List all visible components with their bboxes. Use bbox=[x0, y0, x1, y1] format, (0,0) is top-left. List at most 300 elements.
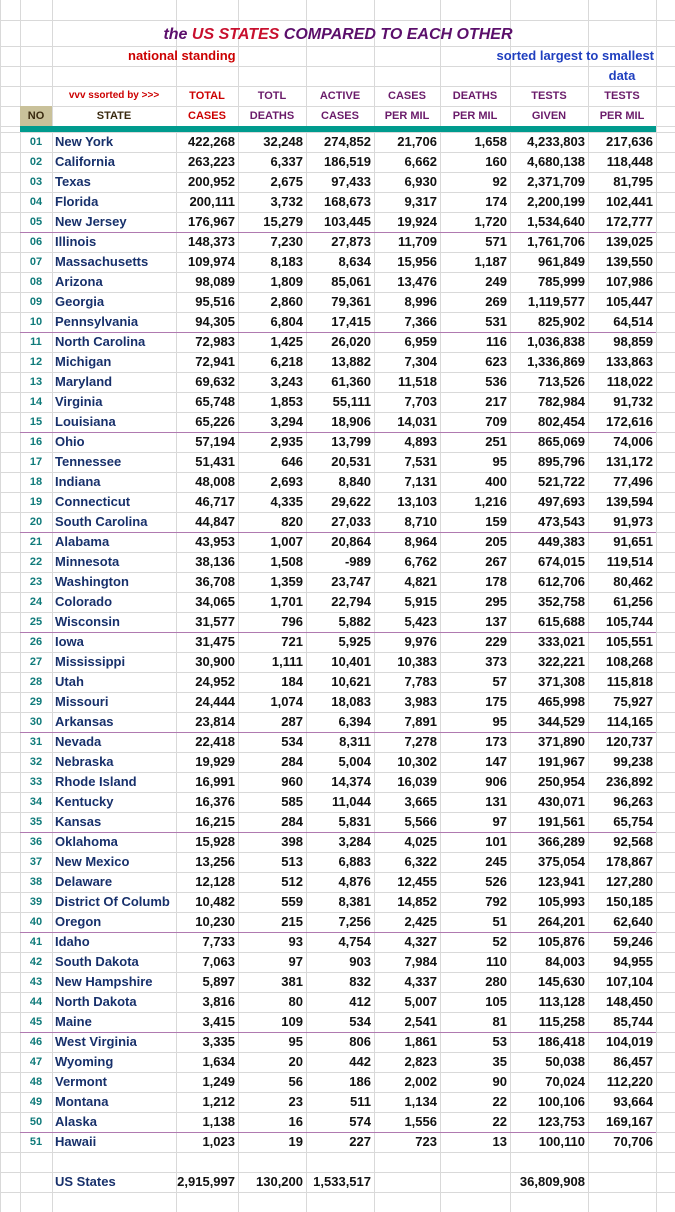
table-cell: 176,967 bbox=[188, 214, 235, 229]
table-cell: 512 bbox=[281, 874, 303, 889]
header-bottom-4: PER MIL bbox=[452, 110, 498, 122]
table-cell: 322,221 bbox=[538, 654, 585, 669]
table-cell: 10,230 bbox=[195, 914, 235, 929]
table-cell: 806 bbox=[349, 1034, 371, 1049]
table-cell: 115,258 bbox=[538, 1014, 585, 1029]
table-cell: 91,973 bbox=[613, 514, 653, 529]
row-number: 38 bbox=[29, 876, 43, 888]
table-cell: 287 bbox=[281, 714, 303, 729]
table-cell: 4,680,138 bbox=[527, 154, 585, 169]
table-cell: 84,003 bbox=[545, 954, 585, 969]
table-cell: 26,020 bbox=[331, 334, 371, 349]
table-cell: 147 bbox=[485, 754, 507, 769]
row-number: 49 bbox=[29, 1096, 43, 1108]
table-cell: 98,089 bbox=[195, 274, 235, 289]
table-cell: 93 bbox=[288, 934, 303, 949]
table-cell: 2,371,709 bbox=[527, 174, 585, 189]
table-cell: 792 bbox=[485, 894, 507, 909]
table-cell: 38,136 bbox=[195, 554, 235, 569]
table-cell: 13,799 bbox=[331, 434, 371, 449]
table-cell: 16 bbox=[288, 1114, 303, 1129]
table-cell: 1,359 bbox=[270, 574, 303, 589]
table-cell: 57 bbox=[492, 674, 507, 689]
table-cell: 95 bbox=[492, 454, 507, 469]
title-part-3: COMPARED TO EACH OTHER bbox=[283, 26, 513, 43]
table-cell: 7,230 bbox=[270, 234, 303, 249]
header-top-2: ACTIVE bbox=[319, 90, 361, 102]
table-cell: 77,496 bbox=[613, 474, 653, 489]
table-cell: 27,033 bbox=[331, 514, 371, 529]
row-number: 36 bbox=[29, 836, 43, 848]
table-cell: 473,543 bbox=[538, 514, 585, 529]
state-name: Mississippi bbox=[55, 654, 126, 669]
table-cell: 19,924 bbox=[397, 214, 437, 229]
table-cell: 284 bbox=[281, 754, 303, 769]
table-cell: 442 bbox=[349, 1054, 371, 1069]
state-name: Rhode Island bbox=[55, 774, 137, 789]
table-cell: 57,194 bbox=[195, 434, 235, 449]
table-cell: 97 bbox=[288, 954, 303, 969]
table-cell: 536 bbox=[485, 374, 507, 389]
table-cell: 178,867 bbox=[606, 854, 653, 869]
table-cell: 1,216 bbox=[474, 494, 507, 509]
table-cell: 16,039 bbox=[397, 774, 437, 789]
table-cell: 6,218 bbox=[270, 354, 303, 369]
table-cell: 95 bbox=[288, 1034, 303, 1049]
table-cell: 175 bbox=[485, 694, 507, 709]
table-cell: 104,019 bbox=[606, 1034, 653, 1049]
table-cell: 13,476 bbox=[397, 274, 437, 289]
table-cell: 5,004 bbox=[338, 754, 371, 769]
table-cell: 1,336,869 bbox=[527, 354, 585, 369]
row-number: 41 bbox=[29, 936, 43, 948]
state-name: Louisiana bbox=[55, 414, 116, 429]
table-cell: 1,556 bbox=[404, 1114, 437, 1129]
row-number: 44 bbox=[29, 996, 43, 1008]
table-cell: 99,238 bbox=[613, 754, 653, 769]
table-cell: 534 bbox=[349, 1014, 371, 1029]
totals-deaths: 130,200 bbox=[256, 1174, 303, 1189]
header-top-6: TESTS bbox=[604, 90, 640, 102]
table-cell: 263,223 bbox=[188, 154, 235, 169]
state-name: Maryland bbox=[55, 374, 113, 389]
row-number: 34 bbox=[29, 796, 43, 808]
table-cell: 371,308 bbox=[538, 674, 585, 689]
table-cell: 118,448 bbox=[606, 154, 653, 169]
table-cell: 8,964 bbox=[404, 534, 437, 549]
table-cell: 5,423 bbox=[404, 614, 437, 629]
table-cell: 69,632 bbox=[195, 374, 235, 389]
table-cell: 116 bbox=[486, 334, 507, 349]
table-cell: 9,317 bbox=[404, 194, 437, 209]
table-cell: 8,381 bbox=[338, 894, 371, 909]
table-cell: 2,541 bbox=[404, 1014, 437, 1029]
table-cell: 7,063 bbox=[202, 954, 235, 969]
table-cell: 534 bbox=[281, 734, 303, 749]
state-name: Alabama bbox=[55, 534, 110, 549]
table-cell: 6,662 bbox=[404, 154, 437, 169]
table-cell: 2,425 bbox=[404, 914, 437, 929]
table-cell: 79,361 bbox=[331, 294, 371, 309]
table-cell: 20,864 bbox=[331, 534, 371, 549]
row-number: 25 bbox=[29, 616, 43, 628]
table-cell: 13,882 bbox=[331, 354, 371, 369]
table-cell: 118,022 bbox=[606, 374, 653, 389]
state-name: Michigan bbox=[55, 354, 112, 369]
table-cell: 110 bbox=[486, 954, 507, 969]
table-cell: 7,891 bbox=[404, 714, 437, 729]
row-number: 16 bbox=[29, 436, 43, 448]
table-cell: 1,534,640 bbox=[527, 214, 585, 229]
row-number: 27 bbox=[29, 656, 43, 668]
table-cell: 61,360 bbox=[331, 374, 371, 389]
table-cell: 6,337 bbox=[270, 154, 303, 169]
table-cell: 6,322 bbox=[404, 854, 437, 869]
row-number: 22 bbox=[29, 556, 43, 568]
state-name: Tennessee bbox=[55, 454, 122, 469]
table-cell: 23,747 bbox=[331, 574, 371, 589]
table-cell: 721 bbox=[281, 634, 303, 649]
table-cell: 139,594 bbox=[606, 494, 653, 509]
table-cell: 123,941 bbox=[538, 874, 585, 889]
table-cell: 51 bbox=[492, 914, 507, 929]
table-cell: 4,233,803 bbox=[527, 134, 585, 149]
header-bottom-0: CASES bbox=[188, 110, 226, 122]
table-cell: 531 bbox=[485, 314, 507, 329]
table-cell: -989 bbox=[344, 554, 371, 569]
table-cell: 107,986 bbox=[606, 274, 653, 289]
table-cell: 960 bbox=[281, 774, 303, 789]
table-cell: 91,732 bbox=[613, 394, 653, 409]
table-cell: 12,455 bbox=[397, 874, 437, 889]
table-cell: 2,860 bbox=[270, 294, 303, 309]
state-name: Indiana bbox=[55, 474, 101, 489]
table-cell: 191,561 bbox=[538, 814, 585, 829]
table-cell: 137 bbox=[485, 614, 507, 629]
table-cell: 133,863 bbox=[606, 354, 653, 369]
state-name: New Hampshire bbox=[55, 974, 153, 989]
table-cell: 264,201 bbox=[538, 914, 585, 929]
row-number: 07 bbox=[29, 256, 43, 268]
table-cell: 173 bbox=[485, 734, 507, 749]
table-cell: 24,952 bbox=[195, 674, 235, 689]
state-name: Montana bbox=[55, 1094, 109, 1109]
state-name: North Carolina bbox=[55, 334, 146, 349]
state-name: Pennsylvania bbox=[55, 314, 139, 329]
table-cell: 895,796 bbox=[538, 454, 585, 469]
state-name: Florida bbox=[55, 194, 99, 209]
state-name: Oklahoma bbox=[55, 834, 118, 849]
table-cell: 85,061 bbox=[331, 274, 371, 289]
header-top-3: CASES bbox=[388, 90, 426, 102]
table-cell: 120,737 bbox=[606, 734, 653, 749]
table-cell: 375,054 bbox=[538, 854, 585, 869]
row-number: 40 bbox=[29, 916, 43, 928]
table-cell: 1,425 bbox=[270, 334, 303, 349]
table-cell: 4,025 bbox=[404, 834, 437, 849]
row-number: 30 bbox=[29, 716, 43, 728]
sorted-by-label: vvv ssorted by >>> bbox=[68, 90, 160, 101]
table-cell: 94,305 bbox=[195, 314, 235, 329]
table-cell: 148,373 bbox=[188, 234, 235, 249]
table-cell: 903 bbox=[349, 954, 371, 969]
table-cell: 98,859 bbox=[613, 334, 653, 349]
row-number: 48 bbox=[29, 1076, 43, 1088]
table-cell: 51,431 bbox=[195, 454, 235, 469]
table-cell: 7,366 bbox=[404, 314, 437, 329]
table-cell: 6,883 bbox=[338, 854, 371, 869]
table-cell: 14,852 bbox=[397, 894, 437, 909]
row-number: 17 bbox=[29, 456, 43, 468]
table-cell: 1,023 bbox=[202, 1134, 235, 1149]
totals-tests: 36,809,908 bbox=[519, 1174, 585, 1189]
state-name: Arkansas bbox=[55, 714, 114, 729]
table-cell: 5,915 bbox=[404, 594, 437, 609]
row-number: 11 bbox=[30, 336, 42, 348]
table-cell: 646 bbox=[281, 454, 303, 469]
table-cell: 36,708 bbox=[195, 574, 235, 589]
table-cell: 81 bbox=[492, 1014, 507, 1029]
state-name: Nebraska bbox=[55, 754, 114, 769]
table-cell: 16,215 bbox=[195, 814, 235, 829]
table-cell: 11,709 bbox=[397, 234, 437, 249]
table-cell: 513 bbox=[281, 854, 303, 869]
table-cell: 3,665 bbox=[404, 794, 437, 809]
table-cell: 113,128 bbox=[538, 994, 585, 1009]
table-cell: 249 bbox=[485, 274, 507, 289]
table-cell: 96,263 bbox=[613, 794, 653, 809]
table-cell: 3,415 bbox=[202, 1014, 235, 1029]
table-cell: 11,518 bbox=[397, 374, 437, 389]
state-name: Vermont bbox=[55, 1074, 108, 1089]
state-name: Hawaii bbox=[55, 1134, 97, 1149]
table-cell: 1,720 bbox=[474, 214, 507, 229]
header-top-4: DEATHS bbox=[452, 90, 498, 102]
table-cell: 72,983 bbox=[195, 334, 235, 349]
table-cell: 7,131 bbox=[404, 474, 437, 489]
table-cell: 23 bbox=[288, 1094, 303, 1109]
row-number: 18 bbox=[29, 476, 43, 488]
table-cell: 1,212 bbox=[202, 1094, 235, 1109]
table-cell: 62,640 bbox=[613, 914, 653, 929]
table-cell: 29,622 bbox=[331, 494, 371, 509]
row-number: 20 bbox=[29, 516, 43, 528]
table-cell: 1,187 bbox=[474, 254, 507, 269]
state-name: Missouri bbox=[55, 694, 109, 709]
table-cell: 6,762 bbox=[404, 554, 437, 569]
title-part-1: the bbox=[163, 26, 188, 43]
table-cell: 22,794 bbox=[331, 594, 371, 609]
table-cell: 400 bbox=[485, 474, 507, 489]
table-cell: 184 bbox=[281, 674, 303, 689]
table-cell: 333,021 bbox=[538, 634, 585, 649]
table-cell: 85,744 bbox=[613, 1014, 653, 1029]
table-cell: 7,984 bbox=[404, 954, 437, 969]
totals-active: 1,533,517 bbox=[313, 1174, 371, 1189]
row-number: 23 bbox=[29, 576, 43, 588]
state-name: Colorado bbox=[55, 594, 113, 609]
table-cell: 80 bbox=[288, 994, 303, 1009]
table-cell: 229 bbox=[485, 634, 507, 649]
state-name: Maine bbox=[55, 1014, 92, 1029]
header-state: STATE bbox=[96, 110, 132, 122]
table-cell: 13,103 bbox=[397, 494, 437, 509]
table-cell: 1,249 bbox=[202, 1074, 235, 1089]
table-cell: 22 bbox=[492, 1114, 507, 1129]
table-cell: 13,256 bbox=[195, 854, 235, 869]
row-number: 28 bbox=[29, 676, 43, 688]
state-name: South Carolina bbox=[55, 514, 148, 529]
table-cell: 53 bbox=[492, 1034, 507, 1049]
table-cell: 100,110 bbox=[538, 1134, 585, 1149]
table-cell: 251 bbox=[485, 434, 507, 449]
table-cell: 5,007 bbox=[404, 994, 437, 1009]
table-cell: 172,616 bbox=[606, 414, 653, 429]
table-cell: 56 bbox=[288, 1074, 303, 1089]
table-cell: 1,007 bbox=[270, 534, 303, 549]
row-number: 31 bbox=[29, 736, 43, 748]
row-number: 21 bbox=[29, 536, 43, 548]
row-number: 37 bbox=[29, 856, 43, 868]
table-cell: 123,753 bbox=[538, 1114, 585, 1129]
table-cell: 1,701 bbox=[270, 594, 303, 609]
state-name: Utah bbox=[55, 674, 84, 689]
table-cell: 465,998 bbox=[538, 694, 585, 709]
table-cell: 217,636 bbox=[606, 134, 653, 149]
table-cell: 19,929 bbox=[195, 754, 235, 769]
table-cell: 27,873 bbox=[331, 234, 371, 249]
table-cell: 344,529 bbox=[538, 714, 585, 729]
table-cell: 352,758 bbox=[538, 594, 585, 609]
table-cell: 92 bbox=[492, 174, 507, 189]
table-cell: 267 bbox=[485, 554, 507, 569]
row-number: 12 bbox=[29, 356, 43, 368]
table-cell: 217 bbox=[485, 394, 507, 409]
table-cell: 284 bbox=[281, 814, 303, 829]
table-cell: 139,550 bbox=[606, 254, 653, 269]
table-cell: 75,927 bbox=[613, 694, 653, 709]
state-name: Delaware bbox=[55, 874, 113, 889]
table-cell: 90 bbox=[492, 1074, 507, 1089]
table-cell: 713,526 bbox=[538, 374, 585, 389]
table-cell: 8,183 bbox=[270, 254, 303, 269]
table-cell: 107,104 bbox=[606, 974, 653, 989]
table-cell: 511 bbox=[350, 1094, 371, 1109]
subtitle-right: sorted largest to smallest bbox=[496, 48, 654, 63]
table-cell: 139,025 bbox=[606, 234, 653, 249]
table-cell: 585 bbox=[281, 794, 303, 809]
state-name: North Dakota bbox=[55, 994, 137, 1009]
header-bottom-1: DEATHS bbox=[249, 110, 295, 122]
totals-label: US States bbox=[55, 1174, 116, 1189]
row-number: 06 bbox=[29, 236, 43, 248]
table-cell: 574 bbox=[349, 1114, 371, 1129]
row-number: 02 bbox=[29, 156, 43, 168]
table-cell: 7,278 bbox=[404, 734, 437, 749]
table-cell: 6,804 bbox=[270, 314, 303, 329]
table-cell: 5,882 bbox=[338, 614, 371, 629]
table-cell: 15,928 bbox=[195, 834, 235, 849]
table-cell: 2,823 bbox=[404, 1054, 437, 1069]
table-cell: 8,710 bbox=[404, 514, 437, 529]
table-cell: 3,294 bbox=[270, 414, 303, 429]
table-cell: 250,954 bbox=[538, 774, 585, 789]
table-cell: 178 bbox=[485, 574, 507, 589]
state-name: Virginia bbox=[55, 394, 103, 409]
table-cell: 160 bbox=[485, 154, 507, 169]
table-cell: 86,457 bbox=[613, 1054, 653, 1069]
table-cell: 7,256 bbox=[338, 914, 371, 929]
table-cell: 3,284 bbox=[338, 834, 371, 849]
row-number: 01 bbox=[29, 136, 43, 148]
table-cell: 92,568 bbox=[613, 834, 653, 849]
row-number: 35 bbox=[29, 816, 43, 828]
state-name: Arizona bbox=[55, 274, 103, 289]
table-cell: 61,256 bbox=[613, 594, 653, 609]
table-cell: 4,335 bbox=[270, 494, 303, 509]
table-cell: 526 bbox=[485, 874, 507, 889]
row-number: 08 bbox=[29, 276, 43, 288]
subtitle-left: national standing bbox=[128, 48, 236, 63]
state-name: Washington bbox=[55, 574, 129, 589]
table-cell: 280 bbox=[485, 974, 507, 989]
table-cell: 48,008 bbox=[195, 474, 235, 489]
table-cell: 7,783 bbox=[404, 674, 437, 689]
table-cell: 1,508 bbox=[270, 554, 303, 569]
table-cell: 131,172 bbox=[606, 454, 653, 469]
header-top-5: TESTS bbox=[531, 90, 567, 102]
row-number: 46 bbox=[29, 1036, 43, 1048]
row-number: 51 bbox=[29, 1136, 43, 1148]
table-cell: 497,693 bbox=[538, 494, 585, 509]
row-number: 47 bbox=[29, 1056, 43, 1068]
table-cell: 10,401 bbox=[331, 654, 371, 669]
table-cell: 5,831 bbox=[338, 814, 371, 829]
table-cell: 64,514 bbox=[613, 314, 653, 329]
table-cell: 1,119,577 bbox=[527, 294, 585, 309]
table-cell: 105 bbox=[485, 994, 507, 1009]
header-no: NO bbox=[20, 106, 52, 126]
state-name: South Dakota bbox=[55, 954, 139, 969]
table-cell: 18,083 bbox=[331, 694, 371, 709]
title-part-2: US STATES bbox=[191, 26, 280, 43]
table-cell: 20 bbox=[288, 1054, 303, 1069]
table-cell: 373 bbox=[485, 654, 507, 669]
state-name: Georgia bbox=[55, 294, 105, 309]
subtitle-right-2: data bbox=[608, 68, 636, 83]
table-cell: 1,658 bbox=[474, 134, 507, 149]
table-cell: 612,706 bbox=[538, 574, 585, 589]
row-number: 32 bbox=[29, 756, 43, 768]
table-cell: 105,744 bbox=[606, 614, 653, 629]
table-cell: 398 bbox=[281, 834, 303, 849]
table-cell: 35 bbox=[492, 1054, 507, 1069]
table-cell: 2,675 bbox=[270, 174, 303, 189]
row-number: 45 bbox=[29, 1016, 43, 1028]
table-cell: 13 bbox=[492, 1134, 507, 1149]
table-cell: 93,664 bbox=[613, 1094, 653, 1109]
table-cell: 65,748 bbox=[195, 394, 235, 409]
table-cell: 559 bbox=[281, 894, 303, 909]
table-cell: 17,415 bbox=[331, 314, 371, 329]
table-cell: 32,248 bbox=[263, 134, 303, 149]
state-name: Wisconsin bbox=[55, 614, 120, 629]
table-cell: 5,925 bbox=[338, 634, 371, 649]
table-cell: 2,002 bbox=[404, 1074, 437, 1089]
state-name: New York bbox=[55, 134, 114, 149]
state-name: Minnesota bbox=[55, 554, 120, 569]
table-cell: 623 bbox=[485, 354, 507, 369]
